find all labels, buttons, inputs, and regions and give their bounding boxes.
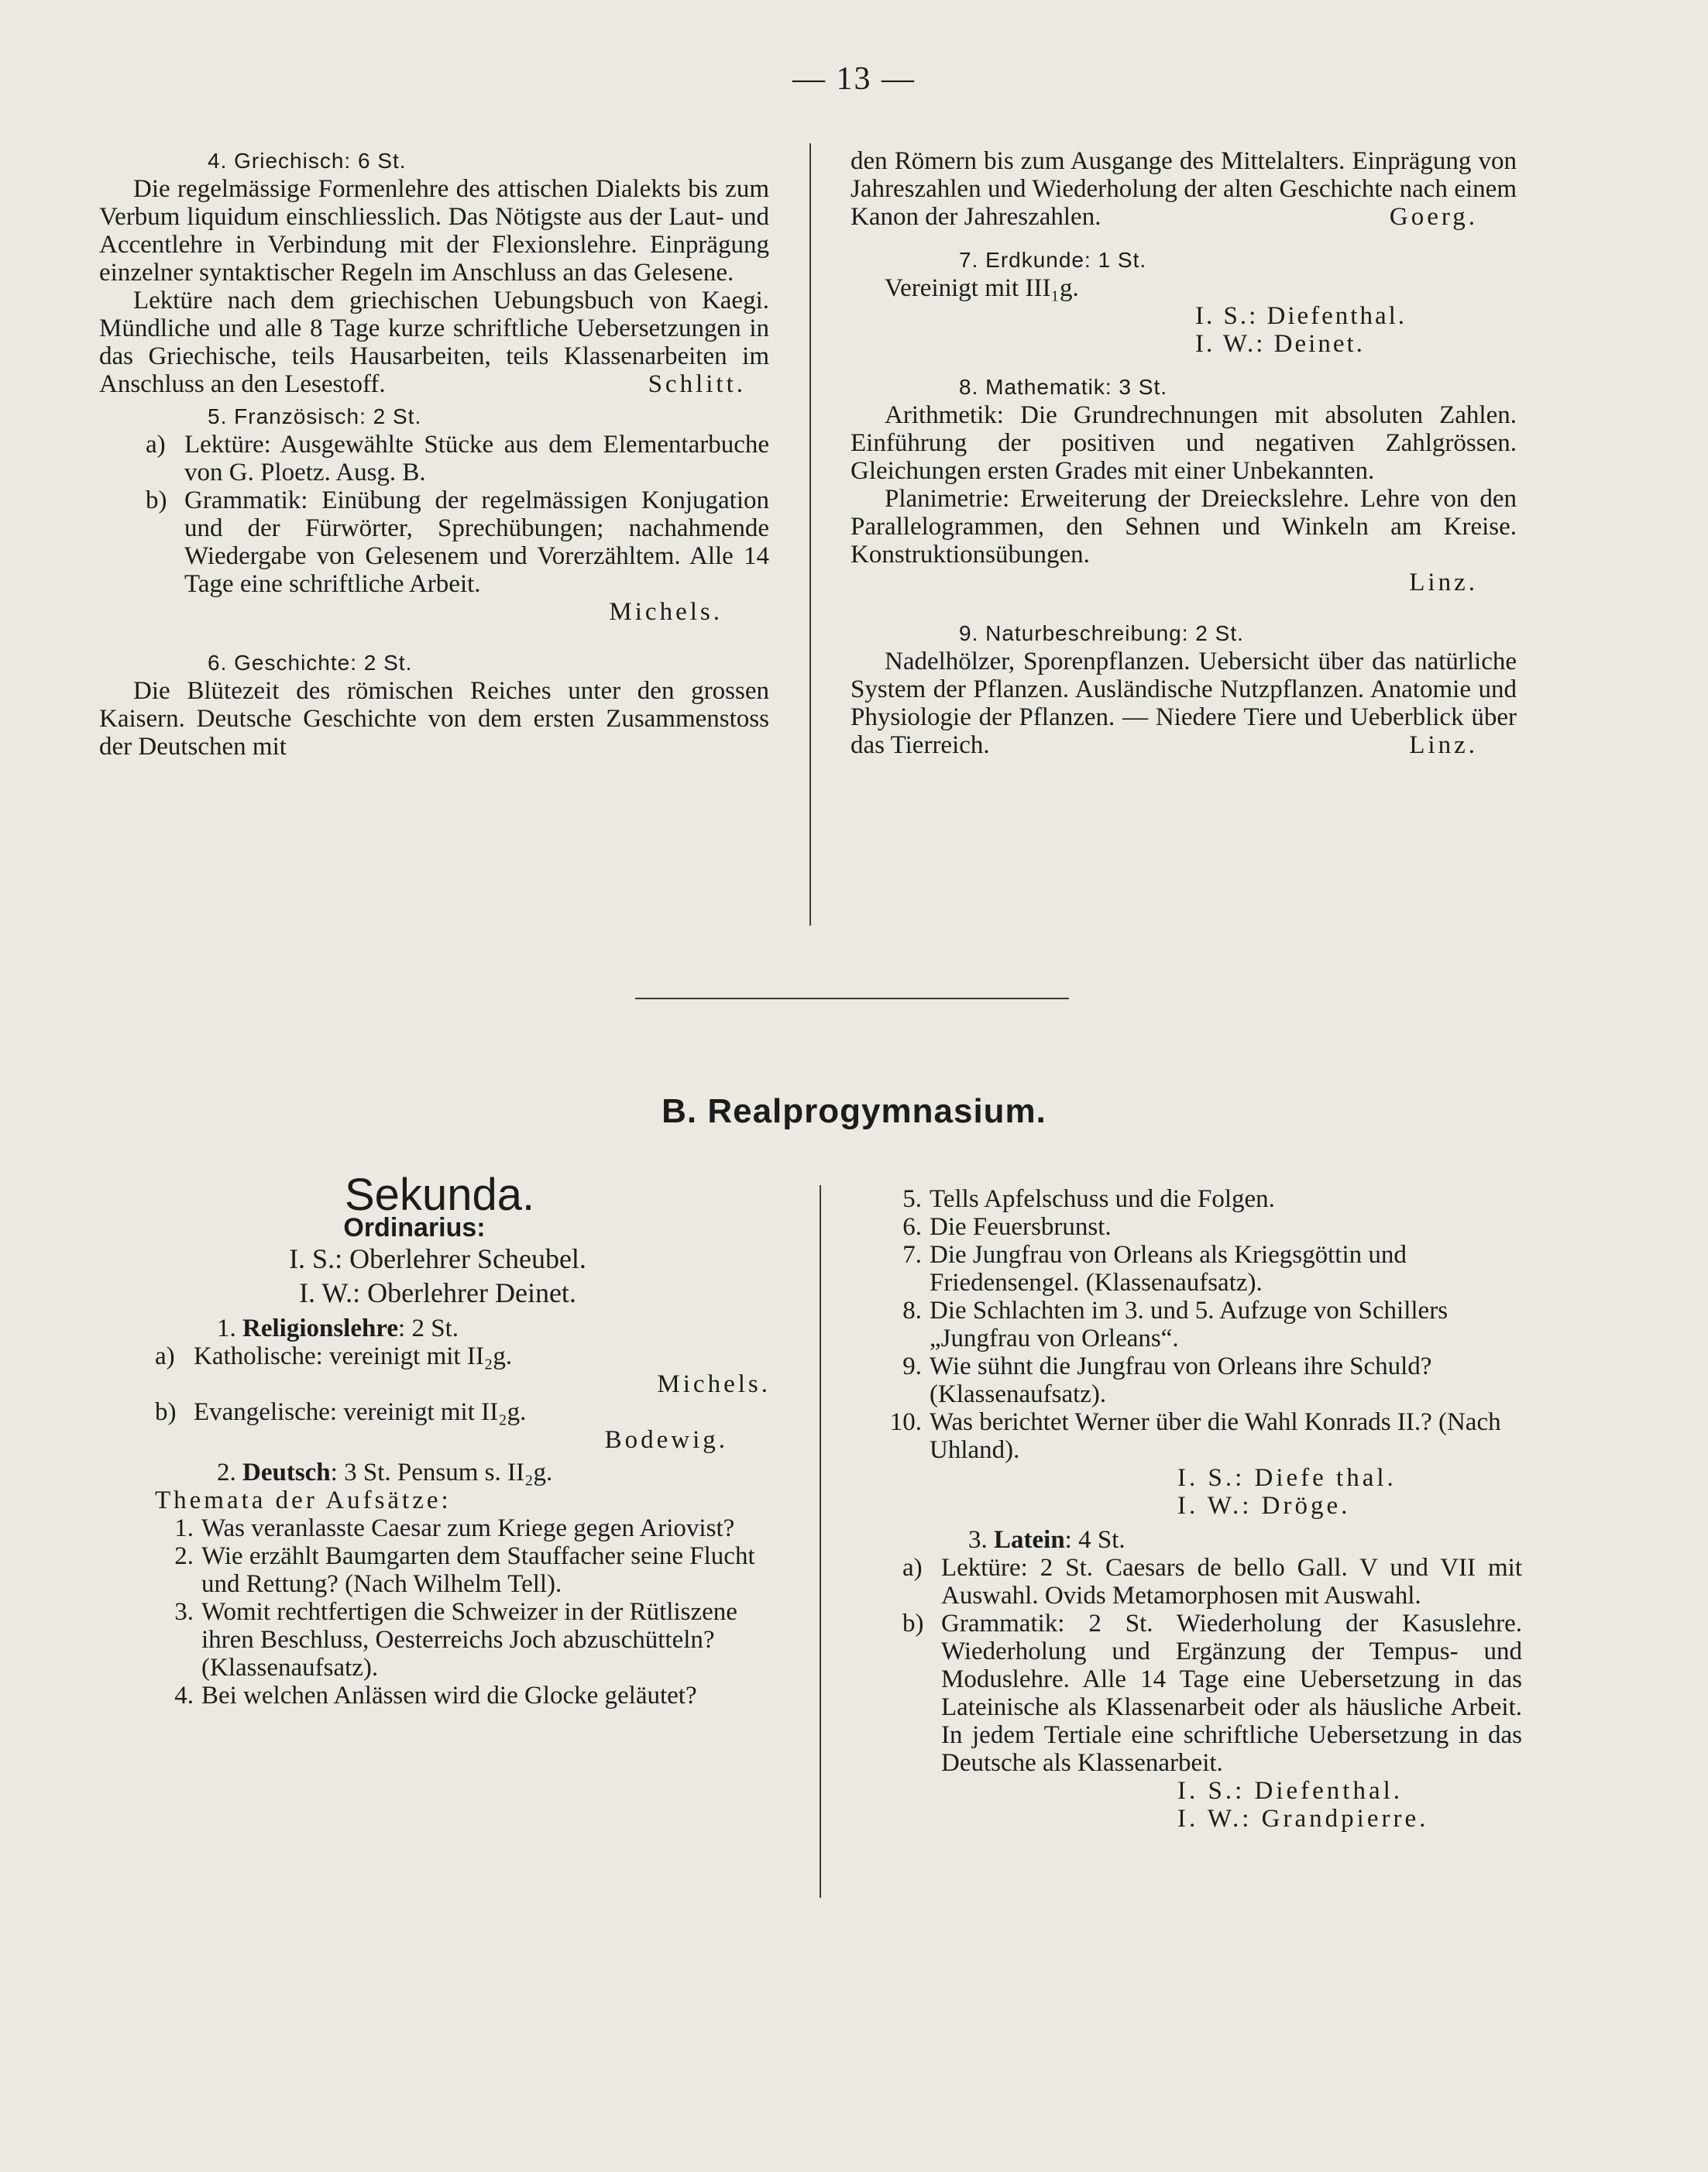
topic-text: Womit rechtfertigen die Schweizer in der Rütliszene ihren Beschluss, Oesterreichs Joch abzuschütteln? (Klassenaufsatz). (201, 1598, 737, 1682)
topic-item (875, 1185, 1522, 1213)
griechisch-paragraph-2: Lektüre nach dem griechischen Uebungsbuch von Kaegi. Mündliche und alle 8 Tage kurze schriftliche Uebersetzungen in das Griechische, teils Hausarbeiten, teils Klassenarbeiten im Anschluss an den Lesestoff. (99, 287, 769, 398)
topic-number: 10. (889, 1408, 922, 1436)
latein-signature-w: I. W.: Grandpierre. (1177, 1805, 1429, 1833)
signature-michels: Michels. (609, 598, 723, 626)
topic-number: 5. (902, 1185, 922, 1213)
heading-naturbeschreibung: 9. Naturbeschreibung: 2 St. (959, 621, 1244, 645)
themata-title: Themata der Aufsätze: (155, 1486, 452, 1514)
ordinarius-winter: I. W.: Oberlehrer Deinet. (299, 1277, 576, 1308)
realprogymnasium-right-column (875, 1185, 1522, 1833)
latein-item-a: a) Lektüre: 2 St. Caesars de bello Gall. V und VII mit Auswahl. Ovids Metamorphosen mit Auswahl. (902, 1554, 1522, 1610)
topic-text: Bei welchen Anlässen wird die Glocke geläutet? (201, 1682, 697, 1710)
section-title: B. Realprogymnasium. (662, 1092, 1046, 1130)
geschichte-continuation: den Römern bis zum Ausgange des Mittelalters. Einprägung von Jahreszahlen und Wiederholung der alten Geschichte nach einem Kanon der Jahreszahlen. (851, 147, 1517, 231)
signature-michels-2: Michels. (657, 1370, 771, 1398)
ordinarius-summer: I. S.: Oberlehrer Scheubel. (289, 1243, 586, 1274)
signature-goerg: Goerg. (1389, 203, 1478, 231)
topic-item (875, 1408, 1522, 1464)
topic-number: 4. (174, 1682, 194, 1710)
topic-text: Tells Apfelschuss und die Folgen. (930, 1185, 1275, 1213)
topic-text: Was berichtet Werner über die Wahl Konrads II.? (Nach Uhland). (930, 1408, 1501, 1464)
topic-item (147, 1514, 775, 1542)
heading-deutsch: 2. Deutsch: 3 St. Pensum s. II₂g. (217, 1459, 553, 1486)
franzoesisch-item-b: b) Grammatik: Einübung der regelmässigen Konjugation und der Fürwörter, Sprechübungen; nachahmende Wiedergabe von Gelesenem und Vorerzähltem. Alle 14 Tage eine schriftliche Arbeit. (146, 486, 769, 598)
erdkunde-paragraph: Vereinigt mit III₁g. (885, 274, 1079, 302)
religion-item-a: a) Katholische: vereinigt mit II₂g. (155, 1342, 513, 1370)
deutsch-signature-s: I. S.: Diefe thal. (1177, 1464, 1397, 1492)
gymnasium-right-column (851, 147, 1517, 759)
griechisch-paragraph-1: Die regelmässige Formenlehre des attischen Dialekts bis zum Verbum liquidum einschliesslich. Das Nötigste aus der Laut- und Accentlehre in Verbindung mit der Flexionslehre. Einprägung einzelner syntaktischer Regeln im Anschluss an das Gelesene. (99, 175, 769, 287)
mathematik-paragraph-2: Planimetrie: Erweiterung der Dreieckslehre. Lehre von den Parallelogrammen, den Sehnen und Winkeln am Kreise. Konstruktionsübungen. (851, 485, 1517, 569)
heading-religionslehre: 1. Religionslehre: 2 St. (217, 1315, 459, 1342)
deutsch-signature-w: I. W.: Dröge. (1177, 1492, 1351, 1520)
topic-number: 6. (902, 1213, 922, 1241)
heading-geschichte: 6. Geschichte: 2 St. (208, 651, 413, 675)
topics-list-right (875, 1185, 1522, 1464)
heading-franzoesisch: 5. Französisch: 2 St. (208, 404, 422, 428)
erdkunde-signature-s: I. S.: Diefenthal. (1195, 302, 1407, 330)
topic-item (147, 1542, 775, 1598)
heading-erdkunde: 7. Erdkunde: 1 St. (959, 248, 1147, 272)
topics-list-left (147, 1514, 775, 1710)
topic-number: 9. (902, 1352, 922, 1380)
erdkunde-signature-w: I. W.: Deinet. (1195, 330, 1365, 358)
topic-text: Wie sühnt die Jungfrau von Orleans ihre Schuld? (Klassenaufsatz). (930, 1352, 1432, 1408)
page-number: — 13 — (792, 61, 916, 97)
heading-mathematik: 8. Mathematik: 3 St. (959, 375, 1168, 399)
topic-text: Die Jungfrau von Orleans als Kriegsgöttin und Friedensengel. (Klassenaufsatz). (930, 1241, 1407, 1297)
topic-item (875, 1241, 1522, 1297)
section-separator (635, 998, 1069, 999)
topic-number: 1. (174, 1514, 194, 1542)
topic-text: Die Feuersbrunst. (930, 1213, 1112, 1241)
latein-signature-s: I. S.: Diefenthal. (1177, 1777, 1404, 1805)
franzoesisch-item-a: a) Lektüre: Ausgewählte Stücke aus dem Elementarbuche von G. Ploetz. Ausg. B. (146, 431, 769, 486)
heading-latein: 3. Latein: 4 St. (968, 1526, 1125, 1554)
signature-bodewig: Bodewig. (604, 1426, 728, 1454)
topic-item (875, 1297, 1522, 1352)
topic-number: 7. (902, 1241, 922, 1269)
latein-item-b: b) Grammatik: 2 St. Wiederholung der Kasuslehre. Wiederholung und Ergänzung der Tempus- und Moduslehre. Alle 14 Tage eine Uebersetzung in das Lateinische als Klassenarbeit oder als häusliche Arbeit. In jedem Tertiale eine schriftliche Uebersetzung in das Deutsche als Klassenarbeit. (902, 1610, 1522, 1777)
topic-item (147, 1598, 775, 1682)
geschichte-paragraph-1: Die Blütezeit des römischen Reiches unter den grossen Kaisern. Deutsche Geschichte von dem ersten Zusammenstoss der Deutschen mit (99, 677, 769, 761)
topic-item (147, 1682, 775, 1710)
topic-number: 2. (174, 1542, 194, 1570)
naturbeschreibung-paragraph: Nadelhölzer, Sporenpflanzen. Uebersicht über das natürliche System der Pflanzen. Ausländische Nutzpflanzen. Anatomie und Physiologie der Pflanzen. — Niedere Tiere und Ueberblick über das Tierreich. (851, 648, 1517, 759)
class-title: Sekunda. (345, 1170, 535, 1220)
topic-text: Was veranlasste Caesar zum Kriege gegen Ariovist? (201, 1514, 735, 1542)
heading-griechisch: 4. Griechisch: 6 St. (208, 149, 407, 173)
column-divider-top (809, 143, 811, 926)
topic-text: Die Schlachten im 3. und 5. Aufzuge von Schillers „Jungfrau von Orleans“. (930, 1297, 1449, 1352)
signature-schlitt: Schlitt. (648, 370, 746, 398)
ordinarius-title: Ordinarius: (343, 1213, 486, 1242)
religion-item-b: b) Evangelische: vereinigt mit II₂g. (155, 1398, 527, 1426)
column-divider-bottom (820, 1185, 821, 1898)
signature-linz-1: Linz. (1409, 569, 1478, 596)
topic-number: 8. (902, 1297, 922, 1325)
signature-linz-2: Linz. (1409, 731, 1478, 759)
gymnasium-left-column (99, 147, 769, 761)
topic-item (875, 1213, 1522, 1241)
mathematik-paragraph-1: Arithmetik: Die Grundrechnungen mit absoluten Zahlen. Einführung der positiven und negativen Zahlgrössen. Gleichungen ersten Grades mit einer Unbekannten. (851, 401, 1517, 485)
topic-number: 3. (174, 1598, 194, 1626)
topic-text: Wie erzählt Baumgarten dem Stauffacher seine Flucht und Rettung? (Nach Wilhelm Tell). (201, 1542, 755, 1598)
topic-item (875, 1352, 1522, 1408)
realprogymnasium-left-column (147, 1170, 775, 1710)
